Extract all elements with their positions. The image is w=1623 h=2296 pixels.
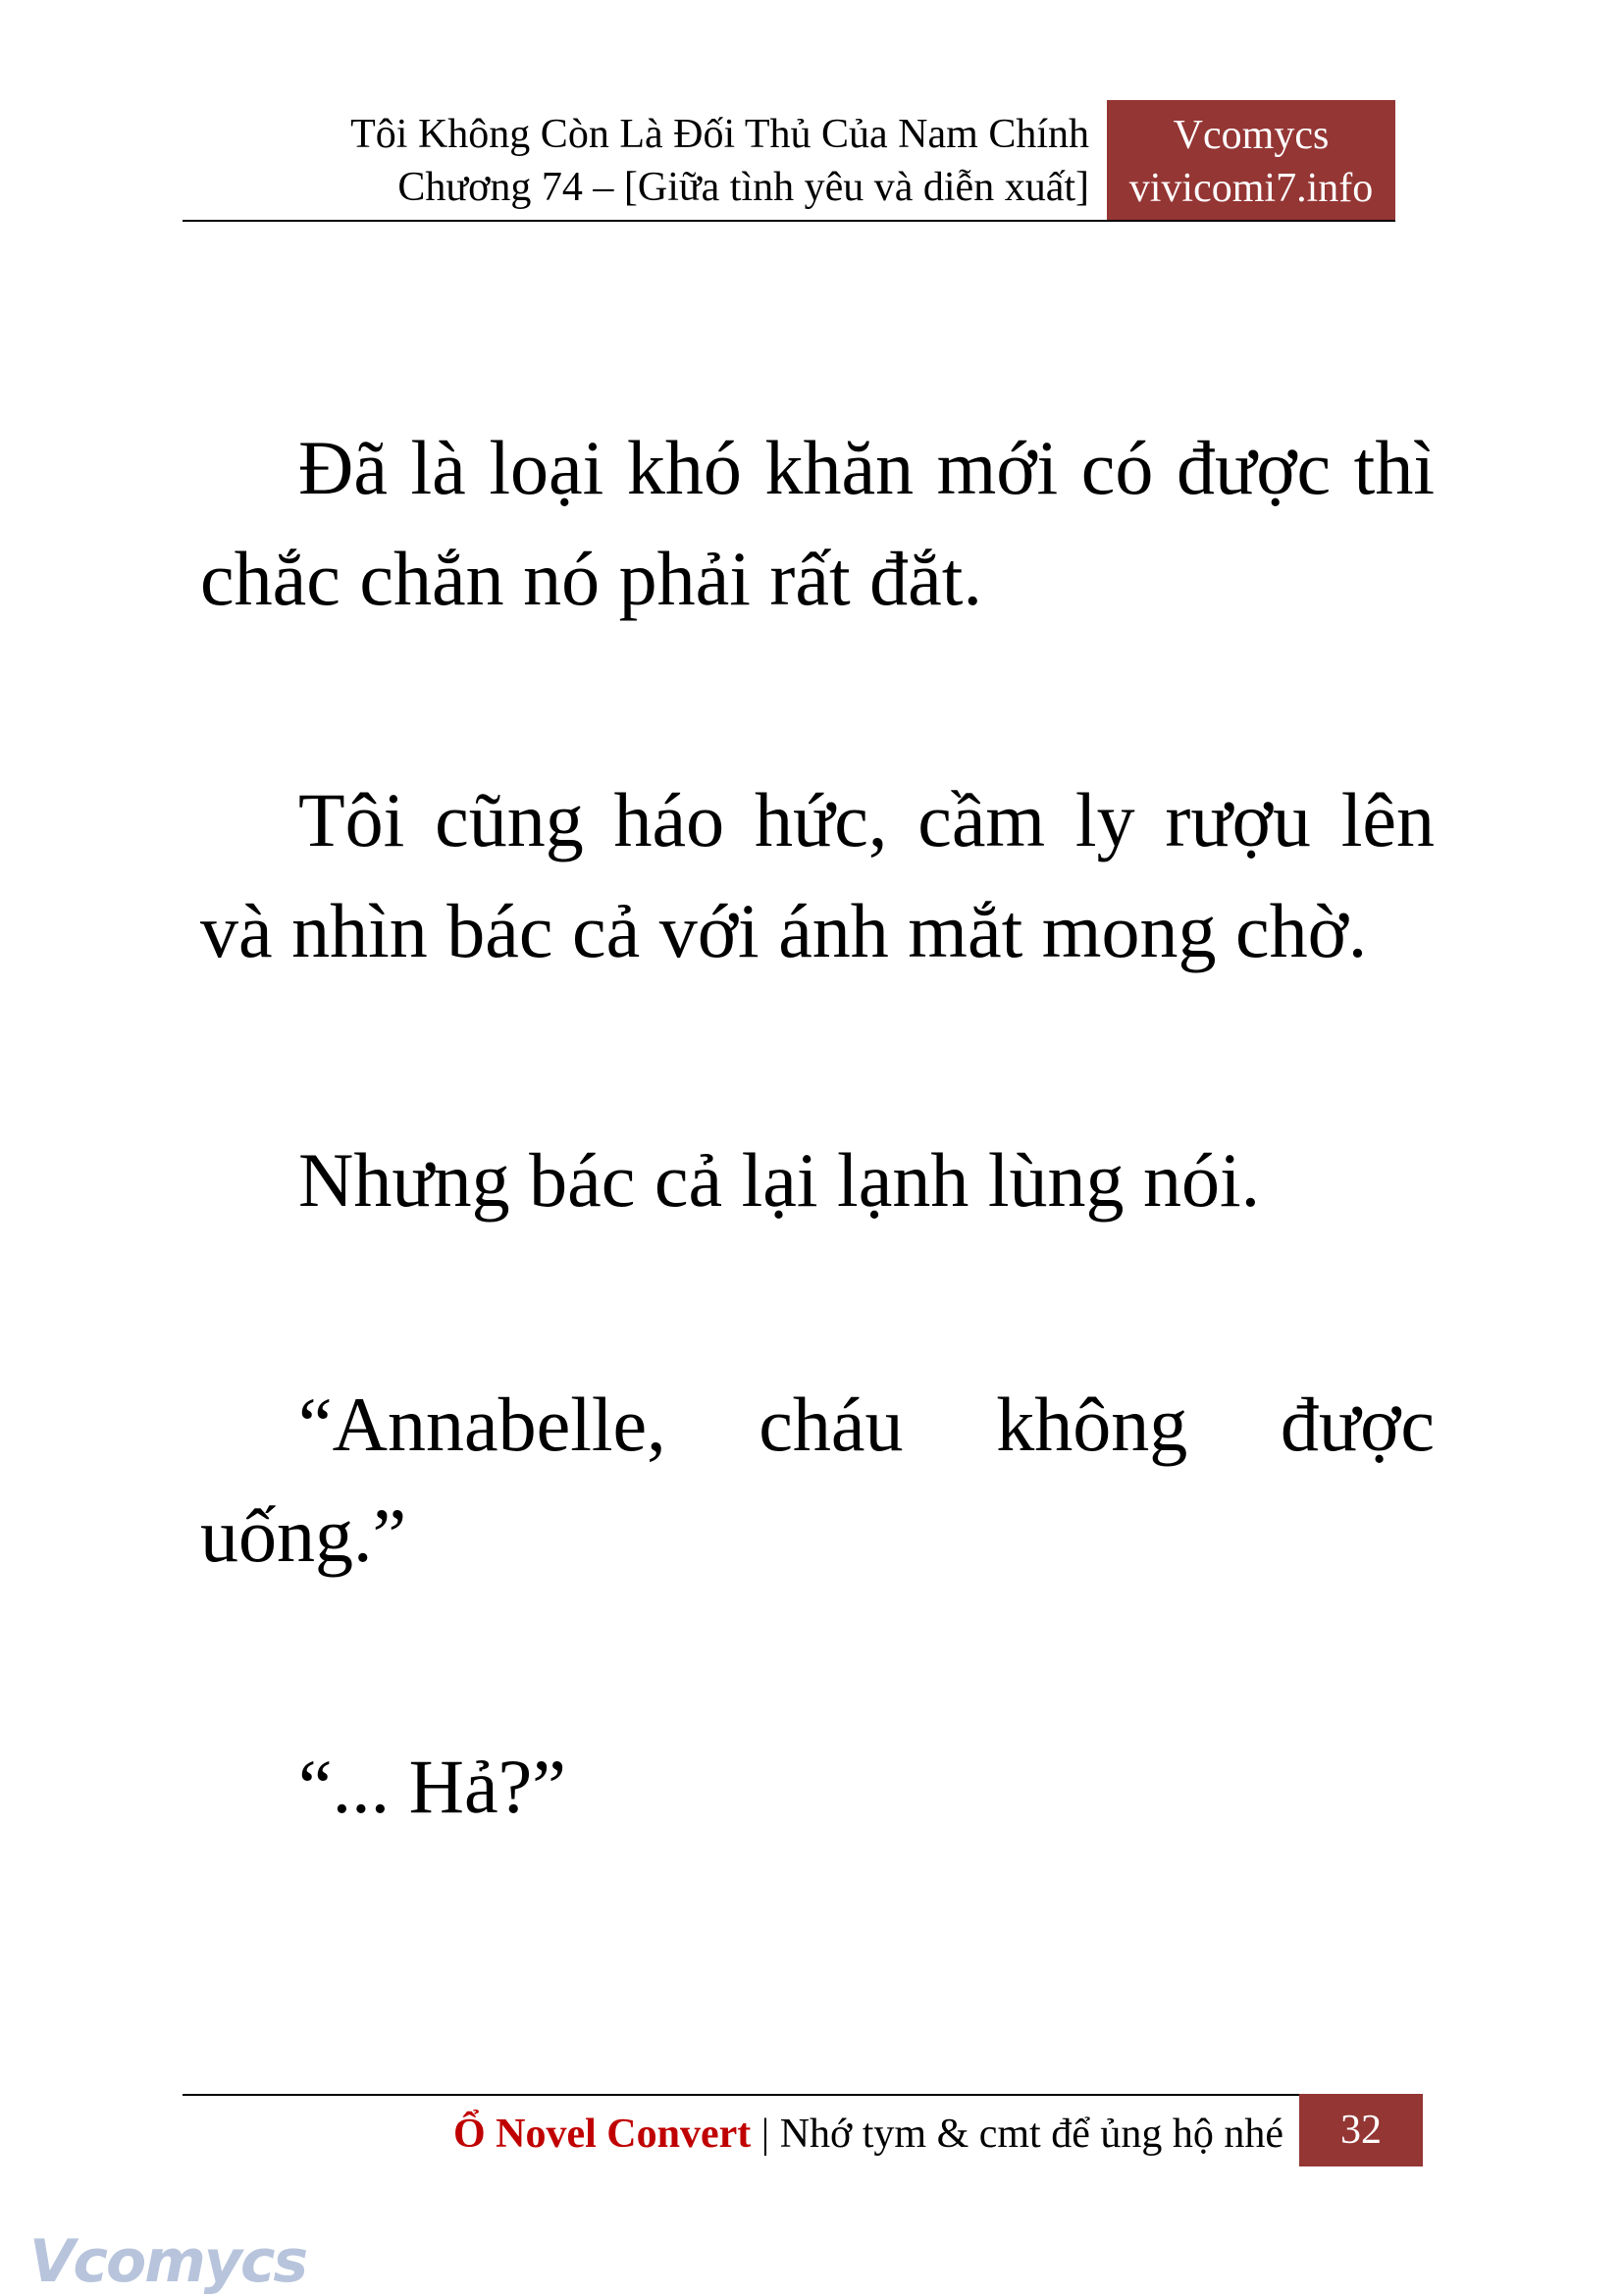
footer-brand: Ổ Novel Convert	[452, 2112, 752, 2157]
badge-site-name: Vcomycs	[1173, 113, 1330, 158]
watermark-logo: Vcomycs	[29, 2227, 307, 2296]
book-title: Tôi Không Còn Là Đối Thủ Của Nam Chính	[350, 112, 1089, 157]
source-badge	[1107, 100, 1395, 220]
badge-site-url: vivicomi7.info	[1128, 166, 1374, 211]
footer-divider	[183, 2094, 1299, 2096]
footer-message: Nhớ tym & cmt để ủng hộ nhé	[779, 2112, 1283, 2157]
header-divider	[183, 220, 1395, 222]
chapter-title: Chương 74 – [Giữa tình yêu và diễn xuất]	[397, 165, 1089, 210]
running-header	[350, 108, 1089, 214]
paragraph: “... Hả?”	[298, 1744, 566, 1829]
page-body	[200, 412, 1435, 1842]
paragraph: Tôi cũng háo hức, cầm ly rượu lên và nhìn bác cả với ánh mắt mong chờ.	[200, 777, 1435, 973]
footer-separator: |	[760, 2112, 770, 2157]
paragraph: “Annabelle, cháu không được uống.”	[200, 1382, 1435, 1578]
paragraph: Nhưng bác cả lại lạnh lùng nói.	[298, 1137, 1261, 1223]
page-number: 32	[1299, 2094, 1423, 2166]
paragraph: Đã là loại khó khăn mới có được thì chắc chắn nó phải rất đắt.	[200, 425, 1435, 621]
footer	[453, 2107, 1283, 2162]
